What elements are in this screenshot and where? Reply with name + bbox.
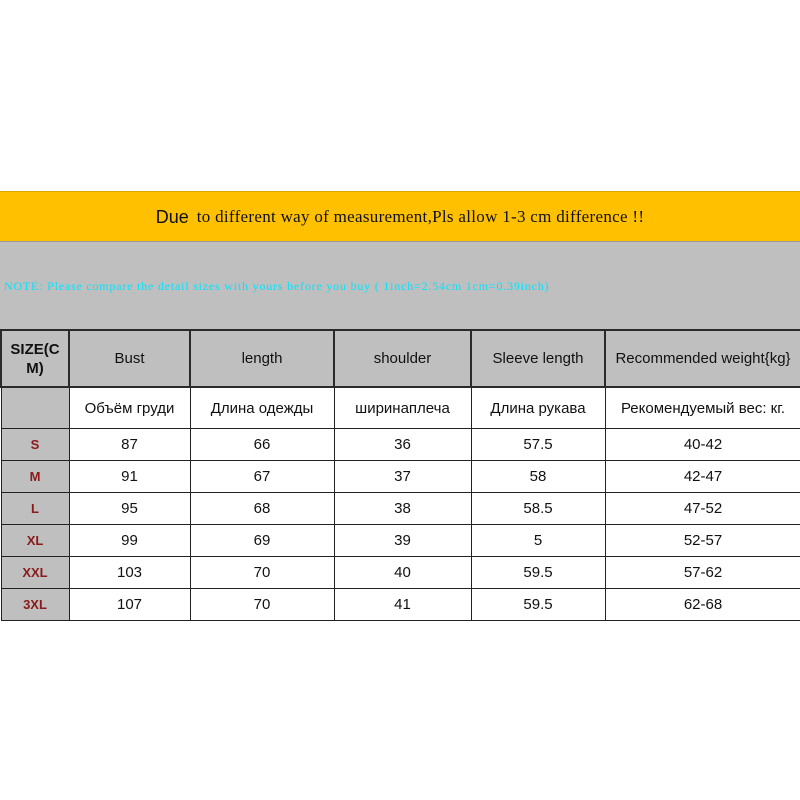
banner-text: to different way of measurement,Pls allow 1-3 cm difference !! bbox=[196, 207, 645, 226]
header-bust: Bust bbox=[69, 330, 190, 387]
shoulder-cell: 39 bbox=[334, 525, 471, 557]
length-cell: 70 bbox=[190, 557, 334, 589]
weight-cell: 47-52 bbox=[605, 493, 800, 525]
length-cell: 66 bbox=[190, 429, 334, 461]
size-label-cell bbox=[1, 557, 69, 589]
header-recommended-weight: Recommended weight{kg} bbox=[605, 330, 800, 387]
russian-header-row bbox=[1, 387, 800, 429]
sleeve-cell: 58.5 bbox=[471, 493, 605, 525]
weight-cell: 62-68 bbox=[605, 589, 800, 621]
note-text: NOTE: Please compare the detail sizes with yours before you buy ( 1inch=2.54cm 1cm=0.39inch) bbox=[4, 278, 550, 293]
banner-lead: Due bbox=[155, 206, 189, 227]
measurement-banner bbox=[0, 191, 800, 242]
length-cell: 68 bbox=[190, 493, 334, 525]
size-cell-blank bbox=[1, 387, 69, 429]
table-row bbox=[1, 525, 800, 557]
table-row bbox=[1, 461, 800, 493]
header-row bbox=[1, 330, 800, 387]
shoulder-cell: 36 bbox=[334, 429, 471, 461]
table-row bbox=[1, 493, 800, 525]
shoulder-cell: 40 bbox=[334, 557, 471, 589]
sleeve-cell: 59.5 bbox=[471, 557, 605, 589]
sleeve-cell: 5 bbox=[471, 525, 605, 557]
bust-cell: 103 bbox=[69, 557, 190, 589]
weight-cell: 40-42 bbox=[605, 429, 800, 461]
length-cell: 69 bbox=[190, 525, 334, 557]
size-label: S bbox=[30, 437, 40, 452]
ru-header-length: Длина одежды bbox=[190, 387, 334, 429]
table-row bbox=[1, 589, 800, 621]
bust-cell: 95 bbox=[69, 493, 190, 525]
sleeve-cell: 59.5 bbox=[471, 589, 605, 621]
ru-header-shoulder: ширинаплеча bbox=[334, 387, 471, 429]
header-length: length bbox=[190, 330, 334, 387]
size-label-cell bbox=[1, 493, 69, 525]
bust-cell: 91 bbox=[69, 461, 190, 493]
header-size: SIZE(C M) bbox=[1, 330, 69, 387]
size-label-cell bbox=[1, 589, 69, 621]
header-sleeve-length: Sleeve length bbox=[471, 330, 605, 387]
size-label: XL bbox=[26, 533, 44, 548]
bust-cell: 87 bbox=[69, 429, 190, 461]
size-label-cell bbox=[1, 429, 69, 461]
table-row bbox=[1, 429, 800, 461]
size-table bbox=[0, 329, 800, 621]
ru-header-bust: Объём груди bbox=[69, 387, 190, 429]
length-cell: 70 bbox=[190, 589, 334, 621]
weight-cell: 52-57 bbox=[605, 525, 800, 557]
weight-cell: 57-62 bbox=[605, 557, 800, 589]
size-label: L bbox=[31, 501, 39, 516]
bust-cell: 99 bbox=[69, 525, 190, 557]
size-label-cell bbox=[1, 461, 69, 493]
length-cell: 67 bbox=[190, 461, 334, 493]
sleeve-cell: 58 bbox=[471, 461, 605, 493]
ru-header-weight: Рекомендуемый вес: кг. bbox=[605, 387, 800, 429]
shoulder-cell: 38 bbox=[334, 493, 471, 525]
shoulder-cell: 37 bbox=[334, 461, 471, 493]
header-shoulder: shoulder bbox=[334, 330, 471, 387]
size-label: XXL bbox=[22, 565, 48, 580]
size-label: M bbox=[29, 469, 41, 484]
weight-cell: 42-47 bbox=[605, 461, 800, 493]
bust-cell: 107 bbox=[69, 589, 190, 621]
shoulder-cell: 41 bbox=[334, 589, 471, 621]
note-bar bbox=[0, 241, 800, 330]
size-label-cell bbox=[1, 525, 69, 557]
ru-header-sleeve: Длина рукава bbox=[471, 387, 605, 429]
size-label: 3XL bbox=[23, 597, 47, 612]
sleeve-cell: 57.5 bbox=[471, 429, 605, 461]
table-row bbox=[1, 557, 800, 589]
